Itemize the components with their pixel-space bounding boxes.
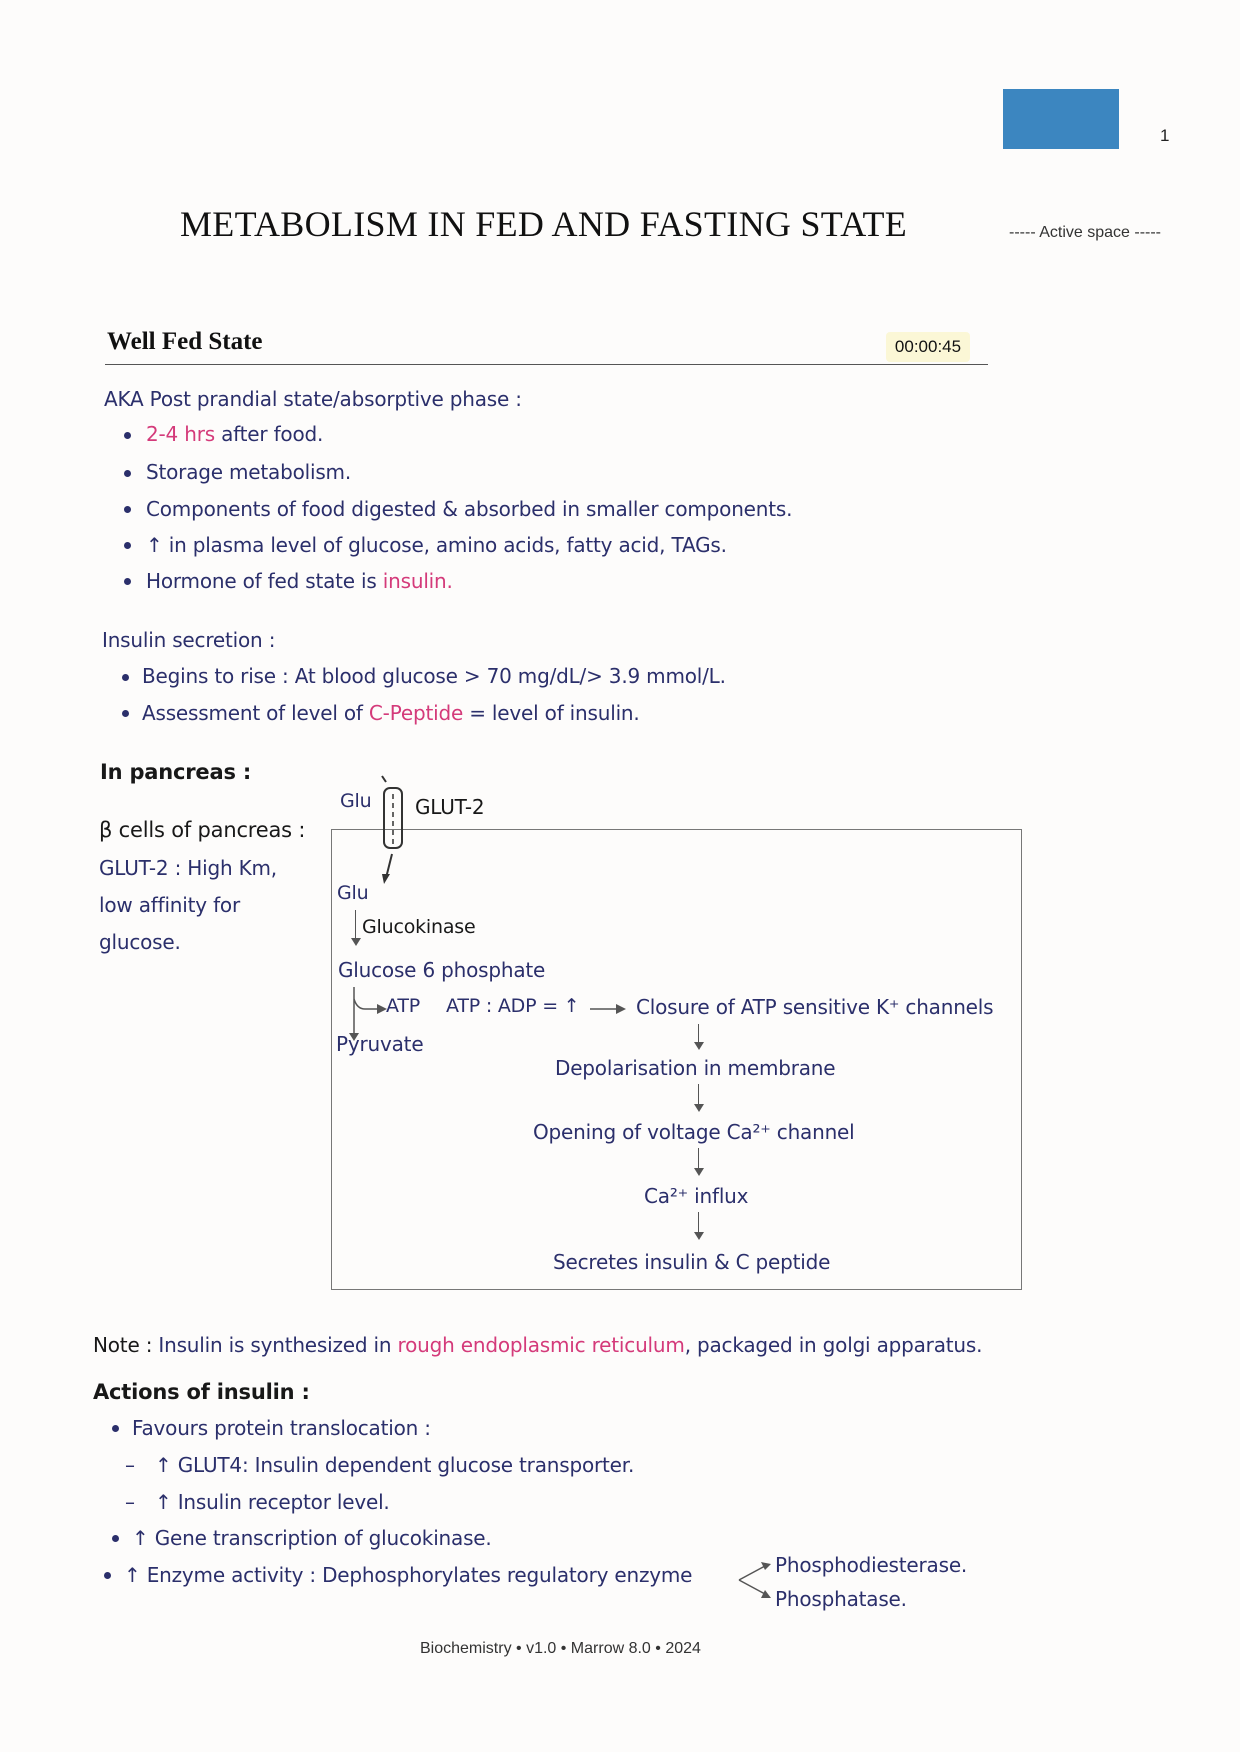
right-arrow-icon <box>588 1000 628 1018</box>
page-number: 1 <box>1160 126 1170 145</box>
pancreas-heading: In pancreas : <box>100 760 252 784</box>
diagram-g6p: Glucose 6 phosphate <box>338 958 546 982</box>
page-footer: Biochemistry • v1.0 • Marrow 8.0 • 2024 <box>420 1640 701 1657</box>
diagram-atp: ATP <box>386 995 420 1017</box>
note-line: Note : Insulin is synthesized in rough endoplasmic reticulum, packaged in golgi apparatus. <box>93 1333 983 1357</box>
diagram-atp-adp-ratio: ATP : ADP = ↑ <box>446 995 580 1017</box>
arrow-head <box>694 1232 704 1240</box>
intro-bullet-4: ↑ in plasma level of glucose, amino acids, fatty acid, TAGs. <box>146 533 727 557</box>
arrow-line <box>355 910 356 940</box>
intro-bullet-5: Hormone of fed state is insulin. <box>146 569 453 593</box>
action-bullet-1: Favours protein translocation : <box>132 1416 431 1440</box>
diagram-pyruvate: Pyruvate <box>336 1032 424 1056</box>
page-tab-marker <box>1003 89 1119 149</box>
arrow-line <box>698 1024 699 1044</box>
glut2-note-1: GLUT-2 : High Km, <box>99 856 277 880</box>
bullet <box>124 432 131 439</box>
section-heading: Well Fed State <box>107 328 263 355</box>
diagram-glu-outside: Glu <box>340 790 372 812</box>
arrow-head <box>694 1042 704 1050</box>
intro-bullet-1: 2-4 hrs after food. <box>146 422 324 446</box>
arrow-head <box>694 1104 704 1112</box>
bullet <box>124 542 131 549</box>
action-dash-1: – <box>125 1453 135 1477</box>
arrow-line <box>698 1148 699 1170</box>
intro-bullet-3: Components of food digested & absorbed in smaller components. <box>146 497 793 521</box>
enzyme-phosphodiesterase: Phosphodiesterase. <box>775 1553 968 1577</box>
enzyme-phosphatase: Phosphatase. <box>775 1587 907 1611</box>
bullet <box>112 1535 119 1542</box>
diagram-glucokinase: Glucokinase <box>362 916 476 938</box>
actions-heading: Actions of insulin : <box>93 1380 310 1404</box>
bullet <box>124 506 131 513</box>
video-timestamp[interactable]: 00:00:45 <box>886 332 970 362</box>
bullet <box>104 1572 111 1579</box>
diagram-depolarisation: Depolarisation in membrane <box>555 1056 836 1080</box>
action-bullet-3: ↑ Enzyme activity : Dephosphorylates regulatory enzyme <box>124 1563 693 1587</box>
arrow-head <box>694 1168 704 1176</box>
beta-cells-label: β cells of pancreas : <box>99 818 306 842</box>
glut2-transporter-icon <box>370 770 420 890</box>
diagram-ca-channel: Opening of voltage Ca²⁺ channel <box>533 1120 855 1144</box>
diagram-glut2-label: GLUT-2 <box>415 795 485 819</box>
action-dash-2: – <box>125 1490 135 1514</box>
secretion-bullet-2: Assessment of level of C-Peptide = level of insulin. <box>142 701 640 725</box>
page-title: METABOLISM IN FED AND FASTING STATE <box>180 204 908 244</box>
bullet <box>122 710 129 717</box>
bullet <box>124 578 131 585</box>
insulin-secretion-heading: Insulin secretion : <box>102 628 276 652</box>
diagram-k-channel-closure: Closure of ATP sensitive K⁺ channels <box>636 995 994 1019</box>
intro-bullet-2: Storage metabolism. <box>146 460 351 484</box>
bullet <box>124 470 131 477</box>
bullet <box>112 1425 119 1432</box>
diagram-secretes: Secretes insulin & C peptide <box>553 1250 831 1274</box>
action-bullet-2: ↑ Gene transcription of glucokinase. <box>132 1526 492 1550</box>
secretion-bullet-1: Begins to rise : At blood glucose > 70 mg/dL/> 3.9 mmol/L. <box>142 664 726 688</box>
glut2-note-2: low affinity for <box>99 893 240 917</box>
aka-line: AKA Post prandial state/absorptive phase : <box>104 387 522 411</box>
fork-arrow-icon <box>735 1558 775 1604</box>
arrow-head <box>351 938 361 946</box>
active-space-label: ----- Active space ----- <box>1009 224 1161 241</box>
glut2-note-3: glucose. <box>99 930 181 954</box>
arrow-line <box>698 1084 699 1106</box>
arrow-line <box>698 1212 699 1234</box>
action-sub-1: ↑ GLUT4: Insulin dependent glucose transporter. <box>155 1453 635 1477</box>
diagram-ca-influx: Ca²⁺ influx <box>644 1184 749 1208</box>
action-sub-2: ↑ Insulin receptor level. <box>155 1490 390 1514</box>
bullet <box>122 674 129 681</box>
section-divider <box>105 364 988 365</box>
diagram-glu-inside: Glu <box>337 882 369 904</box>
